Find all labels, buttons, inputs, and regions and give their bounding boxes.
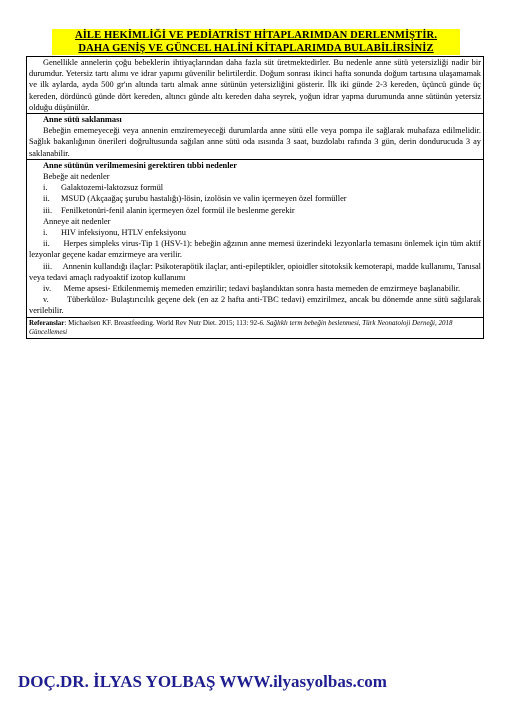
storage-section bbox=[27, 114, 483, 160]
references-italic-text: 6. Sağlıklı term bebeğin beslenmesi, Türk Neonatoloji Derneği, 2018 Güncellemesi bbox=[29, 318, 453, 336]
list-item-number: iv. bbox=[43, 284, 52, 294]
list-item-text: Tüberküloz- Bulaştırıcılık geçene dek (en az 2 hafta anti-TBC tedavi) emzirilmez, ancak bu dönemde anne sütü sağılarak verilebilir. bbox=[29, 295, 482, 316]
list-item-wrapped bbox=[29, 294, 481, 316]
list-item-text: Galaktozemi-laktozsuz formül bbox=[61, 183, 164, 193]
list-item-text: Meme apsesi- Etkilenmemiş memeden emzirilir; tedavi başlandıktan sonra hasta memeden de emzirmeye başlanabilir. bbox=[63, 284, 461, 294]
baby-reasons-heading: Bebeğe ait nedenler bbox=[43, 172, 110, 182]
author-footer: DOÇ.DR. İLYAS YOLBAŞ WWW.ilyasyolbas.com bbox=[18, 672, 387, 691]
banner-line-1: AİLE HEKİMLİĞİ VE PEDİATRİST HİTAPLARIMDAN DERLENMİŞTİR. bbox=[74, 30, 438, 41]
list-item bbox=[29, 205, 481, 216]
list-item-number: ii. bbox=[43, 239, 50, 249]
list-item-number: i. bbox=[43, 228, 48, 238]
list-item-number: ii. bbox=[43, 194, 50, 204]
list-item-text: Fenilketonüri-fenil alanin içermeyen özel formül ile beslenme gerekir bbox=[61, 205, 295, 215]
list-item-number: v. bbox=[43, 295, 49, 305]
banner-line-2: DAHA GENİŞ VE GÜNCEL HALİNİ KİTAPLARIMDA BULABİLİRSİNİZ bbox=[78, 43, 434, 54]
storage-title: Anne sütü saklanması bbox=[43, 115, 122, 125]
list-item bbox=[29, 182, 481, 193]
list-item-text: HIV infeksiyonu, HTLV enfeksiyonu bbox=[61, 228, 186, 238]
list-item-number: iii. bbox=[43, 261, 53, 271]
intro-paragraph: Genellikle annelerin çoğu bebeklerin ihtiyaçlarından daha fazla süt üretmektedirler. Bu nedenle anne sütü yetersizliği nadir bir durumdur. Yetersiz tartı alımı ve idrar yapımı güvenilir belirtilerdir. Doğum sonrası ikinci hafta sonunda doğum tartısına ulaşamamak ve ilk aylarda, ayda 500 gr'ın altında tartı almak anne sütünün yetersizliğini gösterir. İlk iki günde 2-3 kereden, üçüncü günde üç kereden, dördüncü günde dört kereden, altıncı günde altı kereden daha seyrek, yoğun idrar yapma durumunda anne sütünün yetersiz olduğu düşünülür. bbox=[29, 58, 481, 112]
list-item-text: Herpes simpleks virus-Tip 1 (HSV-1): bebeğin ağzının anne memesi üzerindeki lezyonlarla temasını önlemek için tüm aktif lezyonlar geçene kadar emzirmeye ara verilir. bbox=[29, 239, 482, 260]
intro-section bbox=[27, 57, 483, 114]
header-banner bbox=[52, 29, 460, 55]
mother-reasons-heading: Anneye ait nedenler bbox=[43, 216, 111, 226]
list-item-text: Annenin kullandığı ilaçlar: Psikoterapötik ilaçlar, anti-epileptikler, opioidler sitotoksik kemoterapi, madde kullanımı, Tanısal veya tedavi amaçlı radyoaktif izotop kullanımı bbox=[29, 261, 481, 282]
references-text: : Michaelsen KF. Breastfeeding. World Rev Nutr Diet. 2015; 113: 92- bbox=[64, 318, 260, 327]
list-item-wrapped bbox=[29, 238, 481, 260]
contraindications-section bbox=[27, 160, 483, 318]
list-item bbox=[29, 193, 481, 204]
storage-paragraph: Bebeğin ememeyeceği veya annenin emziremeyeceği durumlarda anne sütü elle veya pompa ile sağlarak muhafaza edilmelidir. Sağlık bakanlığının önerileri doğrultusunda sağılan anne sütü oda ısısında 3 saat, buzdolabı rafında 3 gün, derin dondurucuda 3 ay saklanabilir. bbox=[29, 126, 481, 158]
list-item-number: iii. bbox=[43, 205, 53, 215]
list-item bbox=[29, 227, 481, 238]
document-table bbox=[26, 56, 484, 339]
references-label: Referanslar bbox=[29, 318, 65, 327]
list-item-number: i. bbox=[43, 183, 48, 193]
contraindications-title: Anne sütünün verilmemesini gerektiren tıbbi nedenler bbox=[43, 160, 237, 170]
list-item-wrapped bbox=[29, 283, 481, 294]
list-item-wrapped bbox=[29, 261, 481, 283]
list-item-text: MSUD (Akçaağaç şurubu hastalığı)-lösin, izolösin ve valin içermeyen özel formüller bbox=[61, 194, 347, 204]
references-section bbox=[27, 318, 483, 338]
